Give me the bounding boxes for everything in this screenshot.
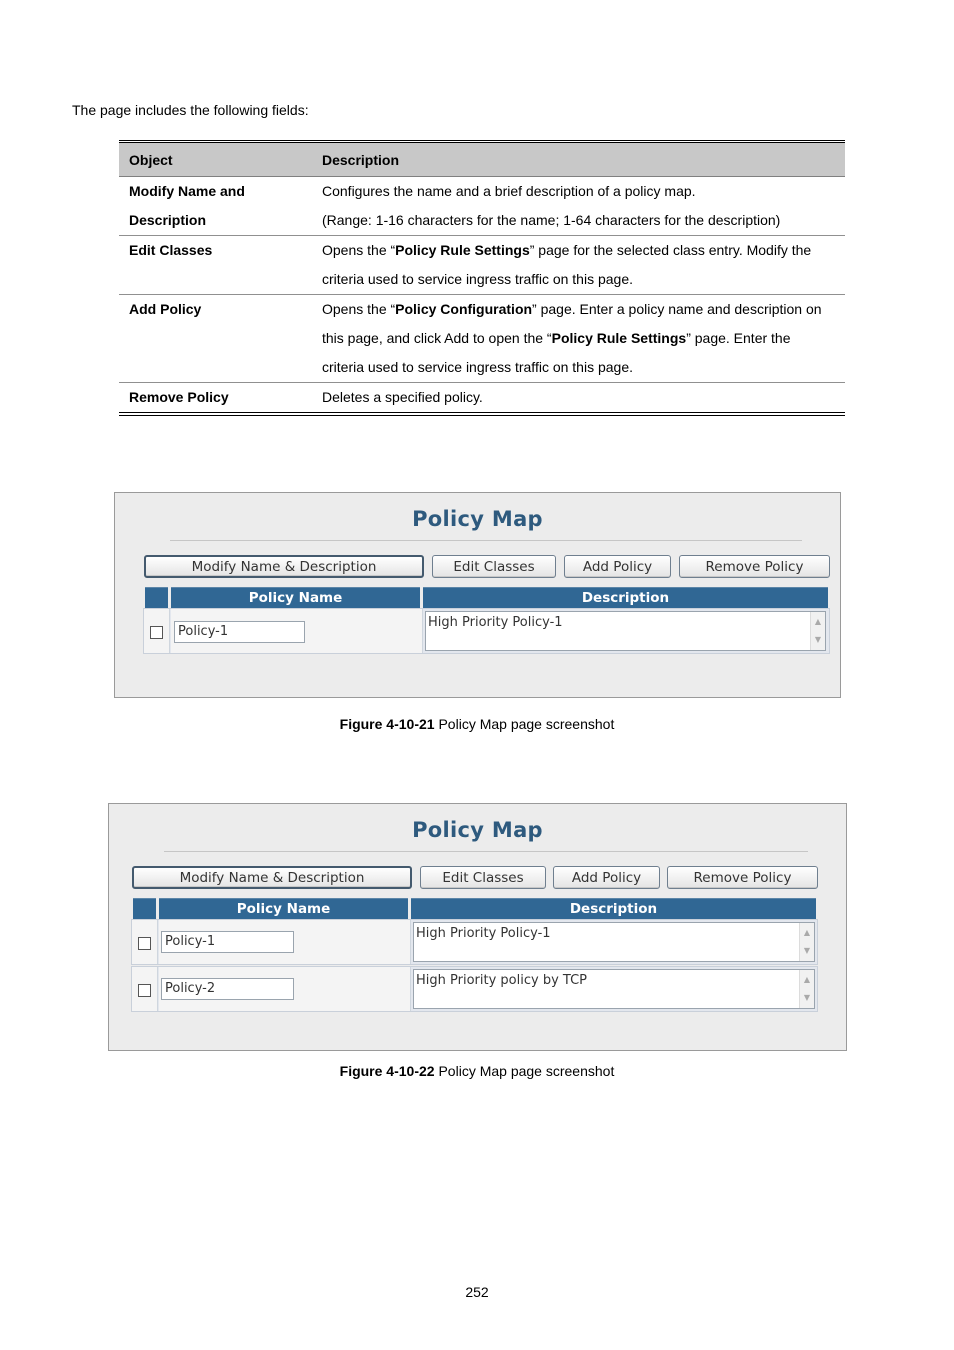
description-segment: Deletes a specified policy. [322,389,483,405]
description-segment: ” page. Enter the [686,330,791,346]
policy-map-screenshot-1 [114,492,841,698]
object-cell [119,236,312,294]
description-line [322,383,839,412]
add-policy-button[interactable]: Add Policy [564,555,671,578]
caption-text: Policy Map page screenshot [434,716,615,732]
figure-caption-2 [0,1063,954,1079]
table-header [119,143,845,177]
object-cell [119,177,312,235]
description-line [322,295,839,324]
edit-classes-button[interactable]: Edit Classes [420,866,546,889]
description-cell [312,295,845,382]
caption-text: Policy Map page screenshot [434,1063,615,1079]
scroll-down-icon[interactable]: ▼ [814,635,822,644]
policy-name-column-header: Policy Name [171,587,420,608]
object-line: Add Policy [129,301,202,317]
description-line [322,324,839,353]
remove-policy-button[interactable]: Remove Policy [679,555,830,578]
description-segment: this page, and click Add to open the “ [322,330,552,346]
scroll-up-icon[interactable]: ▲ [814,617,822,626]
object-line: Remove Policy [129,389,229,405]
remove-policy-button[interactable]: Remove Policy [667,866,818,889]
row-select-checkbox[interactable] [150,626,163,639]
select-column-header [133,898,156,919]
header-object: Object [129,151,173,168]
table-row [119,177,845,236]
description-textarea[interactable] [413,922,815,962]
object-cell [119,295,312,382]
scroll-down-icon[interactable]: ▼ [803,993,811,1002]
description-line [322,236,839,265]
description-emphasis: Policy Configuration [395,301,533,317]
description-textarea[interactable] [413,969,815,1009]
description-cell [312,177,845,235]
description-emphasis: Policy Rule Settings [395,242,530,258]
panel-title: Policy Map [412,818,543,842]
description-cell [312,383,845,412]
intro-text: The page includes the following fields: [72,102,309,118]
description-segment: criteria used to service ingress traffic on this page. [322,359,634,375]
figure-caption-1 [0,716,954,732]
policy-name-input[interactable]: Policy-2 [161,978,294,1000]
description-segment: criteria used to service ingress traffic on this page. [322,271,634,287]
description-column-header: Description [423,587,828,608]
select-column-header [145,587,168,608]
description-textarea[interactable] [425,611,826,651]
policy-name-input[interactable]: Policy-1 [174,621,305,643]
row-select-checkbox[interactable] [138,937,151,950]
policy-name-input[interactable]: Policy-1 [161,931,294,953]
row-select-checkbox[interactable] [138,984,151,997]
description-column-header: Description [411,898,816,919]
description-line [322,177,839,206]
table-row [119,236,845,295]
fields-table [119,140,845,416]
policy-map-screenshot-2 [108,803,847,1051]
description-segment: ” page for the selected class entry. Modify the [529,242,812,258]
scrollbar[interactable] [810,612,825,650]
description-segment: ” page. Enter a policy name and description on [532,301,822,317]
description-segment: Opens the “ [322,242,396,258]
table-row [119,295,845,383]
modify-name-description-button[interactable]: Modify Name & Description [132,866,412,889]
panel-title: Policy Map [412,507,543,531]
description-segment: Opens the “ [322,301,396,317]
object-line: Description [129,212,207,228]
description-line [322,206,839,235]
description-text: High Priority Policy-1 [428,615,563,630]
description-text: High Priority policy by TCP [416,973,587,988]
edit-classes-button[interactable]: Edit Classes [432,555,556,578]
object-line: Modify Name and [129,183,245,199]
description-text: High Priority Policy-1 [416,926,551,941]
modify-name-description-button[interactable]: Modify Name & Description [144,555,424,578]
description-cell [312,236,845,294]
description-segment: (Range: 1-16 characters for the name; 1-64 characters for the description) [322,212,781,228]
add-policy-button[interactable]: Add Policy [553,866,660,889]
caption-label: Figure 4-10-22 [339,1063,435,1079]
table-row [119,383,845,412]
description-emphasis: Policy Rule Settings [551,330,687,346]
scroll-up-icon[interactable]: ▲ [803,975,811,984]
policy-name-column-header: Policy Name [159,898,408,919]
caption-label: Figure 4-10-21 [339,716,435,732]
page-number: 252 [465,1284,489,1300]
object-line: Edit Classes [129,242,213,258]
scrollbar[interactable] [799,923,814,961]
description-line [322,353,839,382]
description-segment: Configures the name and a brief description of a policy map. [322,183,696,199]
object-cell [119,383,312,412]
description-line [322,265,839,294]
scroll-down-icon[interactable]: ▼ [803,946,811,955]
scroll-up-icon[interactable]: ▲ [803,928,811,937]
header-description: Description [322,151,400,168]
scrollbar[interactable] [799,970,814,1008]
